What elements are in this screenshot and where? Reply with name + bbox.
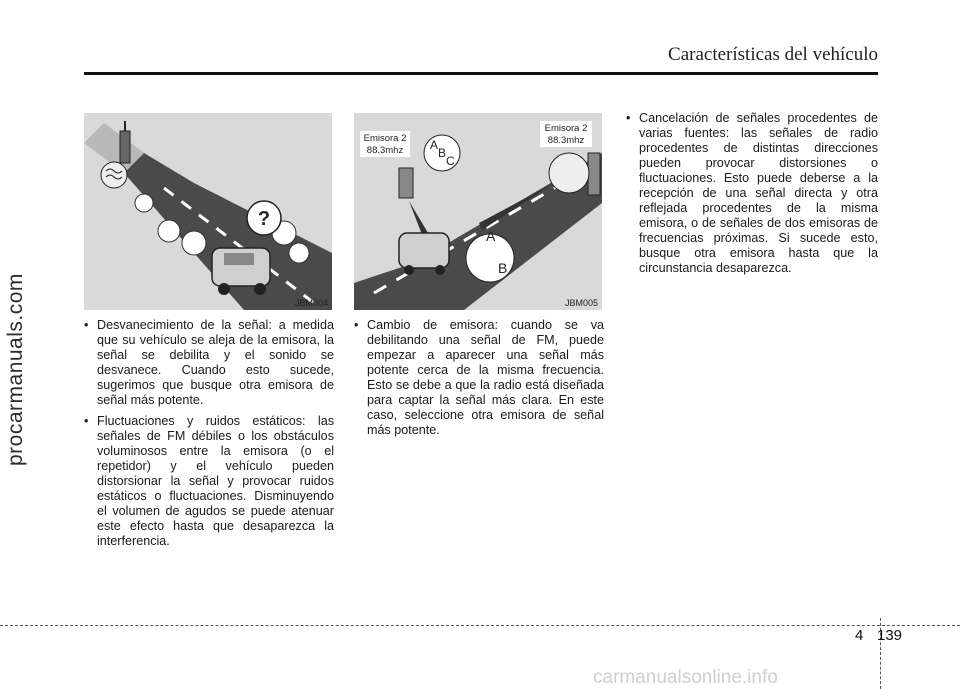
letter-a: A: [430, 138, 439, 152]
right-column: [626, 111, 878, 282]
wave-bubble: [549, 153, 589, 193]
distorted-wave-icon: [101, 162, 127, 188]
station-right-freq: 88.3mhz: [547, 135, 585, 146]
header-divider: [84, 72, 878, 75]
middle-column: [354, 318, 604, 444]
list-item: • Desvanecimiento de la señal: a medida que su vehículo se aleja de la emisora, la señal se debilita y el sonido se desvanece. Cuando esto sucede, sugerimos que busque otra emisora de señal más potente.: [84, 318, 334, 408]
station-right-name: Emisora 2: [544, 123, 588, 134]
side-watermark: procarmanuals.com: [4, 273, 27, 467]
page-value: 139: [877, 627, 903, 644]
section-title: Características del vehículo: [668, 44, 878, 65]
letter-b: B: [438, 146, 447, 160]
radio-tower-left-icon: [399, 168, 413, 198]
letter-b-2: B: [498, 260, 508, 276]
section-number: 4: [855, 627, 864, 644]
station-left-name: Emisora 2: [363, 133, 407, 144]
list-item: • Cancelación de señales procedentes de varias fuentes: las señales de radio procedentes de distintas direcciones pueden provocar distorsiones o fluctuaciones. Esto puede deberse a la recepción de una señal directa y otra reflejada procedentes de la misma emisora, o de señales de dos emisoras de frecuencias próximas. Si sucede esto, busque otra emisora hasta que la circunstancia desaparezca.: [626, 111, 878, 276]
question-mark: ?: [257, 208, 271, 230]
page-number: [855, 627, 902, 644]
figure-code: JBM005: [564, 298, 598, 308]
list-item: • Cambio de emisora: cuando se va debilitando una señal de FM, puede empezar a aparecer una señal más potente cerca de la misma frecuencia. Esto se debe a que la radio está diseñada para captar la señal más clara. En este caso, seleccione otra emisora de señal más potente.: [354, 318, 604, 438]
station-left-freq: 88.3mhz: [366, 145, 404, 156]
figure-code: JBM004: [294, 298, 328, 308]
car-icon: [399, 233, 449, 275]
list-item: • Fluctuaciones y ruidos estáticos: las señales de FM débiles o los obstáculos voluminosos entre la emisora (o el repetidor) y el vehículo pueden distorsionar la señal y provocar ruidos estáticos o fluctuaciones. Disminuyendo el volumen de agudos se puede atenuar este efecto hasta que desaparezca la interferencia.: [84, 414, 334, 549]
figure-station-change: [354, 113, 602, 310]
figure-signal-fading: [84, 113, 332, 310]
letter-c: C: [446, 154, 455, 168]
radio-tower-right-icon: [588, 153, 600, 195]
bottom-watermark: carmanualsonline.info: [593, 667, 778, 688]
footer-divider: [0, 625, 960, 626]
station-change-illustration: [354, 113, 602, 310]
signal-fading-illustration: [84, 113, 332, 310]
left-column: [84, 318, 334, 555]
letter-a-2: A: [486, 228, 496, 244]
